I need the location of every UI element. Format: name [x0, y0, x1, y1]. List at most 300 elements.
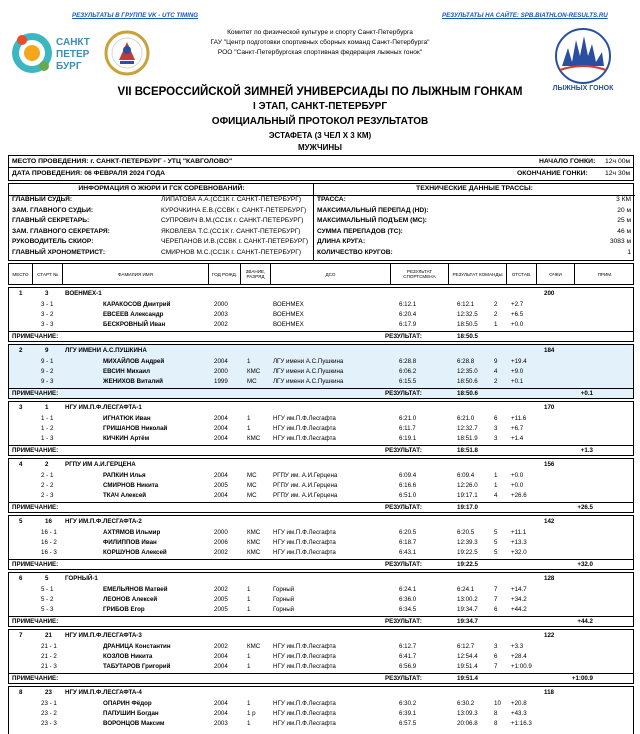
athlete-year: 2003	[214, 311, 228, 318]
team-name: НГУ ИМ.П.Ф.ЛЕСГАФТА-3	[65, 632, 142, 639]
athlete-row	[9, 709, 633, 719]
team-bib: 9	[45, 347, 49, 354]
athlete-result: 6:17.9	[399, 321, 417, 328]
athlete-name: ТАБУТАРОВ Григорий	[103, 663, 171, 670]
athlete-gap: +26.6	[511, 492, 527, 499]
athlete-leg-position: 5	[494, 539, 498, 546]
athlete-result: 6:20.5	[399, 529, 417, 536]
team-cumulative-result: 20:06.8	[457, 720, 478, 727]
athlete-leg-position: 7	[494, 586, 498, 593]
athlete-club: НГУ им.П.Ф.Лесгафта	[273, 539, 336, 546]
team-cumulative-result: 12:32.5	[457, 311, 478, 318]
track-param-label: ДЛИНА КРУГА:	[317, 238, 366, 245]
jury-member: ЧЕРЕПАНОВ И.В.(ССВК г. САНКТ-ПЕТЕРБУРГ)	[161, 238, 309, 245]
athlete-gap: +9.0	[511, 368, 524, 375]
athlete-leg-position: 9	[494, 358, 498, 365]
track-param-value: 46 м	[617, 227, 631, 235]
athlete-gap: +0.0	[511, 321, 524, 328]
site-results-link[interactable]: РЕЗУЛЬТАТЫ НА САЙТЕ: SPB.BIATHLON-RESULTS.RU	[442, 12, 608, 19]
team-bib: 1	[45, 404, 49, 411]
athlete-club: НГУ им.П.Ф.Лесгафта	[273, 435, 336, 442]
athlete-gap: +43.3	[511, 710, 527, 717]
athlete-result: 6:39.1	[399, 710, 417, 717]
athlete-rank: 1	[247, 425, 251, 432]
athlete-bib: 3 - 1	[41, 301, 54, 308]
team-place: 2	[19, 347, 23, 354]
jury-role: ГЛАВНЫЙ СЕКРЕТАРЬ:	[12, 217, 90, 224]
athlete-result: 6:09.4	[399, 472, 417, 479]
athlete-bib: 16 - 1	[41, 529, 57, 536]
team-cumulative-result: 6:12.7	[457, 643, 475, 650]
athlete-rank: МС	[247, 492, 257, 499]
track-param-value: 3 КМ	[616, 196, 631, 203]
track-param-value: 25 м	[617, 217, 631, 224]
athlete-name: ГРИШАНОВ Николай	[103, 425, 168, 432]
team-result: 18:51.8	[457, 447, 478, 454]
team-block	[8, 458, 634, 513]
team-name: НГУ ИМ.П.Ф.ЛЕСГАФТА-2	[65, 518, 142, 525]
svg-text:ПЕТЕР: ПЕТЕР	[56, 49, 90, 60]
result-label: РЕЗУЛЬТАТ:	[385, 618, 422, 625]
team-cumulative-result: 12:35.0	[457, 368, 478, 375]
team-place: 7	[19, 632, 23, 639]
team-name: НГУ ИМ.П.Ф.ЛЕСГАФТА-4	[65, 689, 142, 696]
athlete-leg-position: 7	[494, 663, 498, 670]
team-points: 184	[544, 347, 555, 354]
result-label: РЕЗУЛЬТАТ:	[385, 675, 422, 682]
athlete-result: 6:51.0	[399, 492, 417, 499]
athlete-row	[9, 491, 633, 501]
team-block	[8, 287, 634, 342]
athlete-rank: КМС	[247, 539, 261, 546]
team-behind: +44.2	[577, 618, 593, 625]
team-place: 8	[19, 689, 23, 696]
athlete-club: ЛГУ имени А.С.Пушкина	[273, 378, 344, 385]
athlete-gap: +28.4	[511, 653, 527, 660]
athlete-leg-position: 3	[494, 435, 498, 442]
team-summary-row	[9, 559, 633, 569]
athlete-result: 6:12.7	[399, 643, 417, 650]
vk-results-link[interactable]: РЕЗУЛЬТАТЫ В ГРУППЕ VK - UTC TIMING	[72, 12, 199, 19]
team-result: 19:22.5	[457, 561, 478, 568]
athlete-result: 6:56.9	[399, 663, 417, 670]
team-points: 122	[544, 632, 555, 639]
athlete-rank: 1	[247, 663, 251, 670]
note-label: ПРИМЕЧАНИЕ:	[12, 504, 59, 511]
organizers	[120, 28, 520, 58]
athlete-club: РГПУ им. А.И.Герцена	[273, 482, 338, 489]
athlete-name: ИГНАТЮК Иван	[103, 415, 151, 422]
athlete-rank: 1	[247, 700, 251, 707]
team-name: ЛГУ ИМЕНИ А.С.ПУШКИНА	[65, 347, 147, 354]
track-param-value: 20 м	[617, 206, 631, 214]
athlete-gap: +0.0	[511, 482, 524, 489]
athlete-club: НГУ им.П.Ф.Лесгафта	[273, 653, 336, 660]
athlete-year: 1999	[214, 378, 228, 385]
team-header-row	[9, 517, 633, 527]
team-cumulative-result: 19:17.1	[457, 492, 478, 499]
athlete-leg-position: 8	[494, 710, 498, 717]
athlete-name: ДРАНИЦА Константин	[103, 643, 171, 650]
jury-header: ИНФОРМАЦИЯ О ЖЮРИ И ГСК СОРЕВНОВАНИЙ:	[9, 185, 314, 196]
athlete-row	[9, 585, 633, 595]
athlete-rank: 1	[247, 415, 251, 422]
athlete-name: ЕВСЕЕВ Александр	[103, 311, 164, 318]
athlete-year: 2004	[214, 435, 228, 442]
athlete-bib: 21 - 2	[41, 653, 57, 660]
athlete-club: РГПУ им. А.И.Герцена	[273, 472, 338, 479]
athlete-bib: 9 - 1	[41, 358, 54, 365]
note-label: ПРИМЕЧАНИЕ:	[12, 618, 59, 625]
athlete-club: НГУ им.П.Ф.Лесгафта	[273, 549, 336, 556]
team-name: РГПУ ИМ А.И.ГЕРЦЕНА	[65, 461, 136, 468]
start-time: 12ч 00м	[605, 158, 631, 165]
team-cumulative-result: 18:50.5	[457, 321, 478, 328]
athlete-bib: 2 - 1	[41, 472, 54, 479]
team-cumulative-result: 12:54.4	[457, 653, 478, 660]
athlete-name: КОРШУНОВ Алексей	[103, 549, 167, 556]
athlete-bib: 16 - 3	[41, 549, 57, 556]
athlete-row	[9, 434, 633, 444]
team-cumulative-result: 6:24.1	[457, 586, 475, 593]
team-cumulative-result: 19:22.5	[457, 549, 478, 556]
athlete-result: 6:21.0	[399, 415, 417, 422]
ski-federation-logo-icon	[548, 26, 618, 94]
team-behind: +26.5	[577, 504, 593, 511]
team-points: 118	[544, 689, 554, 696]
athlete-year: 2002	[214, 321, 228, 328]
athlete-bib: 2 - 2	[41, 482, 54, 489]
athlete-year: 2004	[214, 663, 228, 670]
athlete-leg-position: 4	[494, 492, 498, 499]
column-header: СТАРТ №	[33, 264, 63, 284]
athlete-result: 6:57.5	[399, 720, 417, 727]
athlete-row	[9, 528, 633, 538]
athlete-row	[9, 300, 633, 310]
team-result: 19:51.4	[457, 675, 478, 682]
athlete-year: 2004	[214, 358, 228, 365]
athlete-rank: КМС	[247, 368, 261, 375]
athlete-name: ЕВСИН Михаил	[103, 368, 151, 375]
athlete-year: 2006	[214, 539, 228, 546]
athlete-leg-position: 2	[494, 378, 498, 385]
column-header: ФАМИЛИЯ ИМЯ	[63, 264, 209, 284]
athlete-year: 2004	[214, 492, 228, 499]
venue-date: ДАТА ПРОВЕДЕНИЯ: 06 ФЕВРАЛЯ 2024 ГОДА	[12, 170, 166, 177]
athlete-leg-position: 7	[494, 596, 498, 603]
athlete-bib: 1 - 3	[41, 435, 54, 442]
protocol-title: ОФИЦИАЛЬНЫЙ ПРОТОКОЛ РЕЗУЛЬТАТОВ	[211, 116, 429, 127]
team-place: 5	[19, 518, 23, 525]
end-label: ОКОНЧАНИЕ ГОНКИ:	[517, 170, 588, 177]
athlete-bib: 23 - 3	[41, 720, 57, 727]
athlete-row	[9, 699, 633, 709]
athlete-rank: МС	[247, 378, 257, 385]
athlete-row	[9, 548, 633, 558]
svg-text:БУРГ: БУРГ	[56, 61, 82, 72]
track-param-label: МАКСИМАЛЬНЫЙ ПЕРЕПАД (HD):	[317, 206, 429, 214]
venue-place: МЕСТО ПРОВЕДЕНИЯ: г. САНКТ-ПЕТЕРБУРГ - УТЦ "КАВГОЛОВО"	[12, 158, 233, 165]
result-label: РЕЗУЛЬТАТ:	[385, 447, 422, 454]
column-header: ГОД РОЖД.	[209, 264, 241, 284]
athlete-gap: +0.1	[511, 378, 524, 385]
athlete-rank: 1	[247, 586, 251, 593]
athlete-leg-position: 6	[494, 653, 498, 660]
athlete-bib: 5 - 2	[41, 596, 54, 603]
team-points: 128	[544, 575, 555, 582]
event-stage: I ЭТАП, САНКТ-ПЕТЕРБУРГ	[253, 101, 387, 112]
athlete-gap: +44.2	[511, 606, 527, 613]
athlete-result: 6:16.6	[399, 482, 417, 489]
team-name: ВОЕНМЕХ-1	[65, 290, 102, 297]
athlete-row	[9, 538, 633, 548]
team-bib: 2	[45, 461, 49, 468]
athlete-name: КАРАКОСОВ Дмитрий	[103, 301, 171, 308]
athlete-result: 6:24.1	[399, 586, 417, 593]
athlete-bib: 3 - 3	[41, 321, 54, 328]
athlete-rank: КМС	[247, 435, 261, 442]
athlete-rank: МС	[247, 482, 257, 489]
athlete-club: РГПУ им. А.И.Герцена	[273, 492, 338, 499]
team-result: 18:50.5	[457, 333, 478, 340]
team-result: 18:50.6	[457, 390, 478, 397]
athlete-year: 2005	[214, 482, 228, 489]
track-param-label: ТРАССА:	[317, 196, 346, 203]
team-block	[8, 572, 634, 627]
team-name: НГУ ИМ.П.Ф.ЛЕСГАФТА-1	[65, 404, 142, 411]
athlete-bib: 21 - 1	[41, 643, 57, 650]
athlete-result: 6:18.7	[399, 539, 417, 546]
athlete-club: ВОЕНМЕХ	[273, 321, 304, 328]
team-cumulative-result: 19:51.4	[457, 663, 478, 670]
team-result: 19:17.0	[457, 504, 478, 511]
athlete-gap: +34.2	[511, 596, 527, 603]
team-cumulative-result: 6:21.0	[457, 415, 475, 422]
discipline-title: ЭСТАФЕТА (3 ЧЕЛ X 3 КМ)	[268, 131, 372, 140]
athlete-year: 2000	[214, 368, 228, 375]
athlete-name: КИЧКИН Артём	[103, 435, 150, 442]
athlete-club: НГУ им.П.Ф.Лесгафта	[273, 529, 336, 536]
team-cumulative-result: 6:20.5	[457, 529, 475, 536]
athlete-result: 6:06.2	[399, 368, 417, 375]
athlete-club: ЛГУ имени А.С.Пушкина	[273, 368, 344, 375]
column-header: ДСО	[271, 264, 391, 284]
athlete-gap: +1:16.3	[511, 720, 532, 727]
gender-title: МУЖЧИНЫ	[298, 143, 342, 152]
column-header: РЕЗУЛЬТАТ КОМАНДЫ	[449, 264, 507, 284]
result-label: РЕЗУЛЬТАТ:	[385, 390, 422, 397]
athlete-year: 2004	[214, 425, 228, 432]
column-header: ОЧКИ	[537, 264, 575, 284]
team-behind: +1:00.9	[571, 675, 593, 682]
team-cumulative-result: 6:30.2	[457, 700, 475, 707]
athlete-gap: +6.5	[511, 311, 524, 318]
athlete-club: НГУ им.П.Ф.Лесгафта	[273, 663, 336, 670]
jury-info	[9, 184, 314, 260]
athlete-leg-position: 6	[494, 415, 498, 422]
athlete-result: 6:30.2	[399, 700, 417, 707]
team-place: 1	[19, 290, 23, 297]
athlete-bib: 23 - 2	[41, 710, 57, 717]
team-block	[8, 401, 634, 456]
jury-member: ЯКОВЛЕВА Т.С.(СС1К г. САНКТ-ПЕТЕРБУРГ)	[161, 227, 301, 235]
spb-logo-icon	[10, 30, 98, 76]
athlete-leg-position: 5	[494, 529, 498, 536]
athlete-result: 6:28.8	[399, 358, 417, 365]
team-block	[8, 344, 634, 399]
team-behind: +0.1	[580, 390, 593, 397]
team-header-row	[9, 460, 633, 470]
athlete-leg-position: 2	[494, 301, 498, 308]
jury-role: РУКОВОДИТЕЛЬ СКИОР:	[12, 238, 94, 245]
top-links	[0, 12, 640, 22]
team-behind: +32.0	[577, 561, 593, 568]
athlete-club: НГУ им.П.Ф.Лесгафта	[273, 720, 336, 727]
athlete-bib: 9 - 2	[41, 368, 54, 375]
athlete-result: 6:11.7	[399, 425, 416, 432]
athlete-club: ВОЕНМЕХ	[273, 301, 304, 308]
team-header-row	[9, 403, 633, 413]
athlete-leg-position: 5	[494, 549, 498, 556]
end-time: 12ч 30м	[605, 170, 631, 177]
team-block	[8, 629, 634, 684]
team-cumulative-result: 6:12.1	[457, 301, 475, 308]
athlete-bib: 3 - 2	[41, 311, 54, 318]
athlete-club: Горный	[273, 596, 295, 603]
athlete-club: ВОЕНМЕХ	[273, 311, 304, 318]
column-header: ЗВАНИЕ, РАЗРЯД	[241, 264, 271, 284]
athlete-year: 2004	[214, 415, 228, 422]
athlete-leg-position: 3	[494, 425, 498, 432]
team-cumulative-result: 13:09.3	[457, 710, 478, 717]
athlete-name: ФИЛИППОВ Иван	[103, 539, 157, 546]
athlete-name: ЖЕНИХОВ Виталий	[103, 378, 163, 385]
athlete-name: ТКАЧ Алексей	[103, 492, 147, 499]
team-header-row	[9, 631, 633, 641]
athlete-rank: КМС	[247, 529, 261, 536]
track-param-value: 1	[627, 248, 631, 256]
athlete-name: ЕМЕЛЬЯНОВ Матвей	[103, 586, 168, 593]
team-points: 170	[544, 404, 555, 411]
team-bib: 23	[45, 689, 52, 696]
team-header-row	[9, 574, 633, 584]
team-cumulative-result: 12:32.7	[457, 425, 478, 432]
athlete-result: 6:34.5	[399, 606, 417, 613]
organizer-line-3: РОО "Санкт-Петербургская спортивная федерация лыжных гонок"	[217, 49, 423, 56]
result-label: РЕЗУЛЬТАТ:	[385, 504, 422, 511]
athlete-club: НГУ им.П.Ф.Лесгафта	[273, 425, 336, 432]
athlete-rank: 1	[247, 606, 251, 613]
athlete-name: МИХАЙЛОВ Андрей	[103, 358, 165, 365]
jury-member: СУПРОВИЧ В.М.(СС1К г. САНКТ-ПЕТЕРБУРГ)	[161, 217, 304, 224]
team-bib: 21	[45, 632, 52, 639]
athlete-result: 6:12.1	[399, 301, 417, 308]
team-cumulative-result: 12:26.0	[457, 482, 478, 489]
athlete-leg-position: 1	[494, 482, 498, 489]
athlete-row	[9, 377, 633, 387]
track-header: ТЕХНИЧЕСКИЕ ДАННЫЕ ТРАССЫ:	[314, 185, 635, 196]
team-block	[8, 686, 634, 734]
result-label: РЕЗУЛЬТАТ:	[385, 561, 422, 568]
athlete-bib: 5 - 3	[41, 606, 54, 613]
team-result: 19:34.7	[457, 618, 478, 625]
team-summary-row	[9, 388, 633, 398]
athlete-rank: КМС	[247, 549, 261, 556]
team-summary-row	[9, 502, 633, 512]
athlete-row	[9, 642, 633, 652]
team-bib: 16	[45, 518, 52, 525]
athlete-row	[9, 595, 633, 605]
athlete-result: 6:43.1	[399, 549, 417, 556]
athlete-year: 2002	[214, 643, 228, 650]
venue-box	[8, 155, 634, 181]
athlete-bib: 1 - 2	[41, 425, 54, 432]
athlete-gap: +32.0	[511, 549, 527, 556]
athlete-leg-position: 4	[494, 368, 498, 375]
athlete-leg-position: 10	[494, 700, 501, 707]
athlete-gap: +6.7	[511, 425, 524, 432]
athlete-name: СМИРНОВ Никита	[103, 482, 159, 489]
team-cumulative-result: 19:34.7	[457, 606, 478, 613]
jury-role: ГЛАВНЫЙ СУДЬЯ:	[12, 196, 73, 203]
team-cumulative-result: 6:28.8	[457, 358, 475, 365]
team-points: 142	[544, 518, 555, 525]
column-header: МЕСТО	[9, 264, 33, 284]
jury-member: ЛИПАТОВА А.А.(СС1К г. САНКТ-ПЕТЕРБУРГ)	[161, 196, 302, 203]
organizer-line-2: ГАУ "Центр подготовки спортивных сборных команд Санкт-Петербурга"	[210, 39, 430, 46]
athlete-name: КОЗЛОВ Никита	[103, 653, 153, 660]
team-cumulative-result: 12:39.3	[457, 539, 478, 546]
team-summary-row	[9, 673, 633, 683]
jury-member: СМИРНОВ М.С.(СС1К г. САНКТ-ПЕТЕРБУРГ)	[161, 248, 302, 256]
jury-role: ГЛАВНЫЙ ХРОНОМЕТРИСТ:	[12, 248, 106, 256]
athlete-club: НГУ им.П.Ф.Лесгафта	[273, 643, 336, 650]
athlete-gap: +14.7	[511, 586, 527, 593]
athlete-result: 6:19.1	[399, 435, 417, 442]
column-header: РЕЗУЛЬТАТ СПОРТСМЕНА	[391, 264, 449, 284]
team-cumulative-result: 13:00.2	[457, 596, 478, 603]
athlete-row	[9, 605, 633, 615]
athlete-bib: 16 - 2	[41, 539, 57, 546]
athlete-row	[9, 471, 633, 481]
athlete-gap: +0.0	[511, 472, 524, 479]
team-header-row	[9, 688, 633, 698]
athlete-club: НГУ им.П.Ф.Лесгафта	[273, 710, 336, 717]
jury-role: ЗАМ. ГЛАВНОГО СЕКРЕТАРЯ:	[12, 227, 110, 235]
athlete-club: НГУ им.П.Ф.Лесгафта	[273, 415, 336, 422]
team-points: 200	[544, 290, 555, 297]
athlete-club: НГУ им.П.Ф.Лесгафта	[273, 700, 336, 707]
team-place: 6	[19, 575, 23, 582]
team-bib: 3	[45, 290, 49, 297]
event-title: VII ВСЕРОССИЙСКОЙ ЗИМНЕЙ УНИВЕРСИАДЫ ПО ЛЫЖНЫМ ГОНКАМ	[117, 86, 523, 98]
athlete-name: БЕСКРОВНЫЙ Иван	[103, 321, 166, 328]
athlete-leg-position: 2	[494, 311, 498, 318]
athlete-row	[9, 310, 633, 320]
athlete-leg-position: 6	[494, 606, 498, 613]
jury-role: ЗАМ. ГЛАВНОГО СУДЬИ:	[12, 206, 94, 214]
note-label: ПРИМЕЧАНИЕ:	[12, 561, 59, 568]
track-param-value: 3083 м	[609, 238, 631, 245]
athlete-leg-position: 1	[494, 472, 498, 479]
athlete-rank: 1 р	[247, 710, 256, 717]
start-label: НАЧАЛО ГОНКИ:	[539, 158, 596, 165]
note-label: ПРИМЕЧАНИЕ:	[12, 333, 59, 340]
note-label: ПРИМЕЧАНИЕ:	[12, 390, 59, 397]
athlete-gap: +19.4	[511, 358, 527, 365]
athlete-bib: 23 - 1	[41, 700, 57, 707]
athlete-row	[9, 481, 633, 491]
